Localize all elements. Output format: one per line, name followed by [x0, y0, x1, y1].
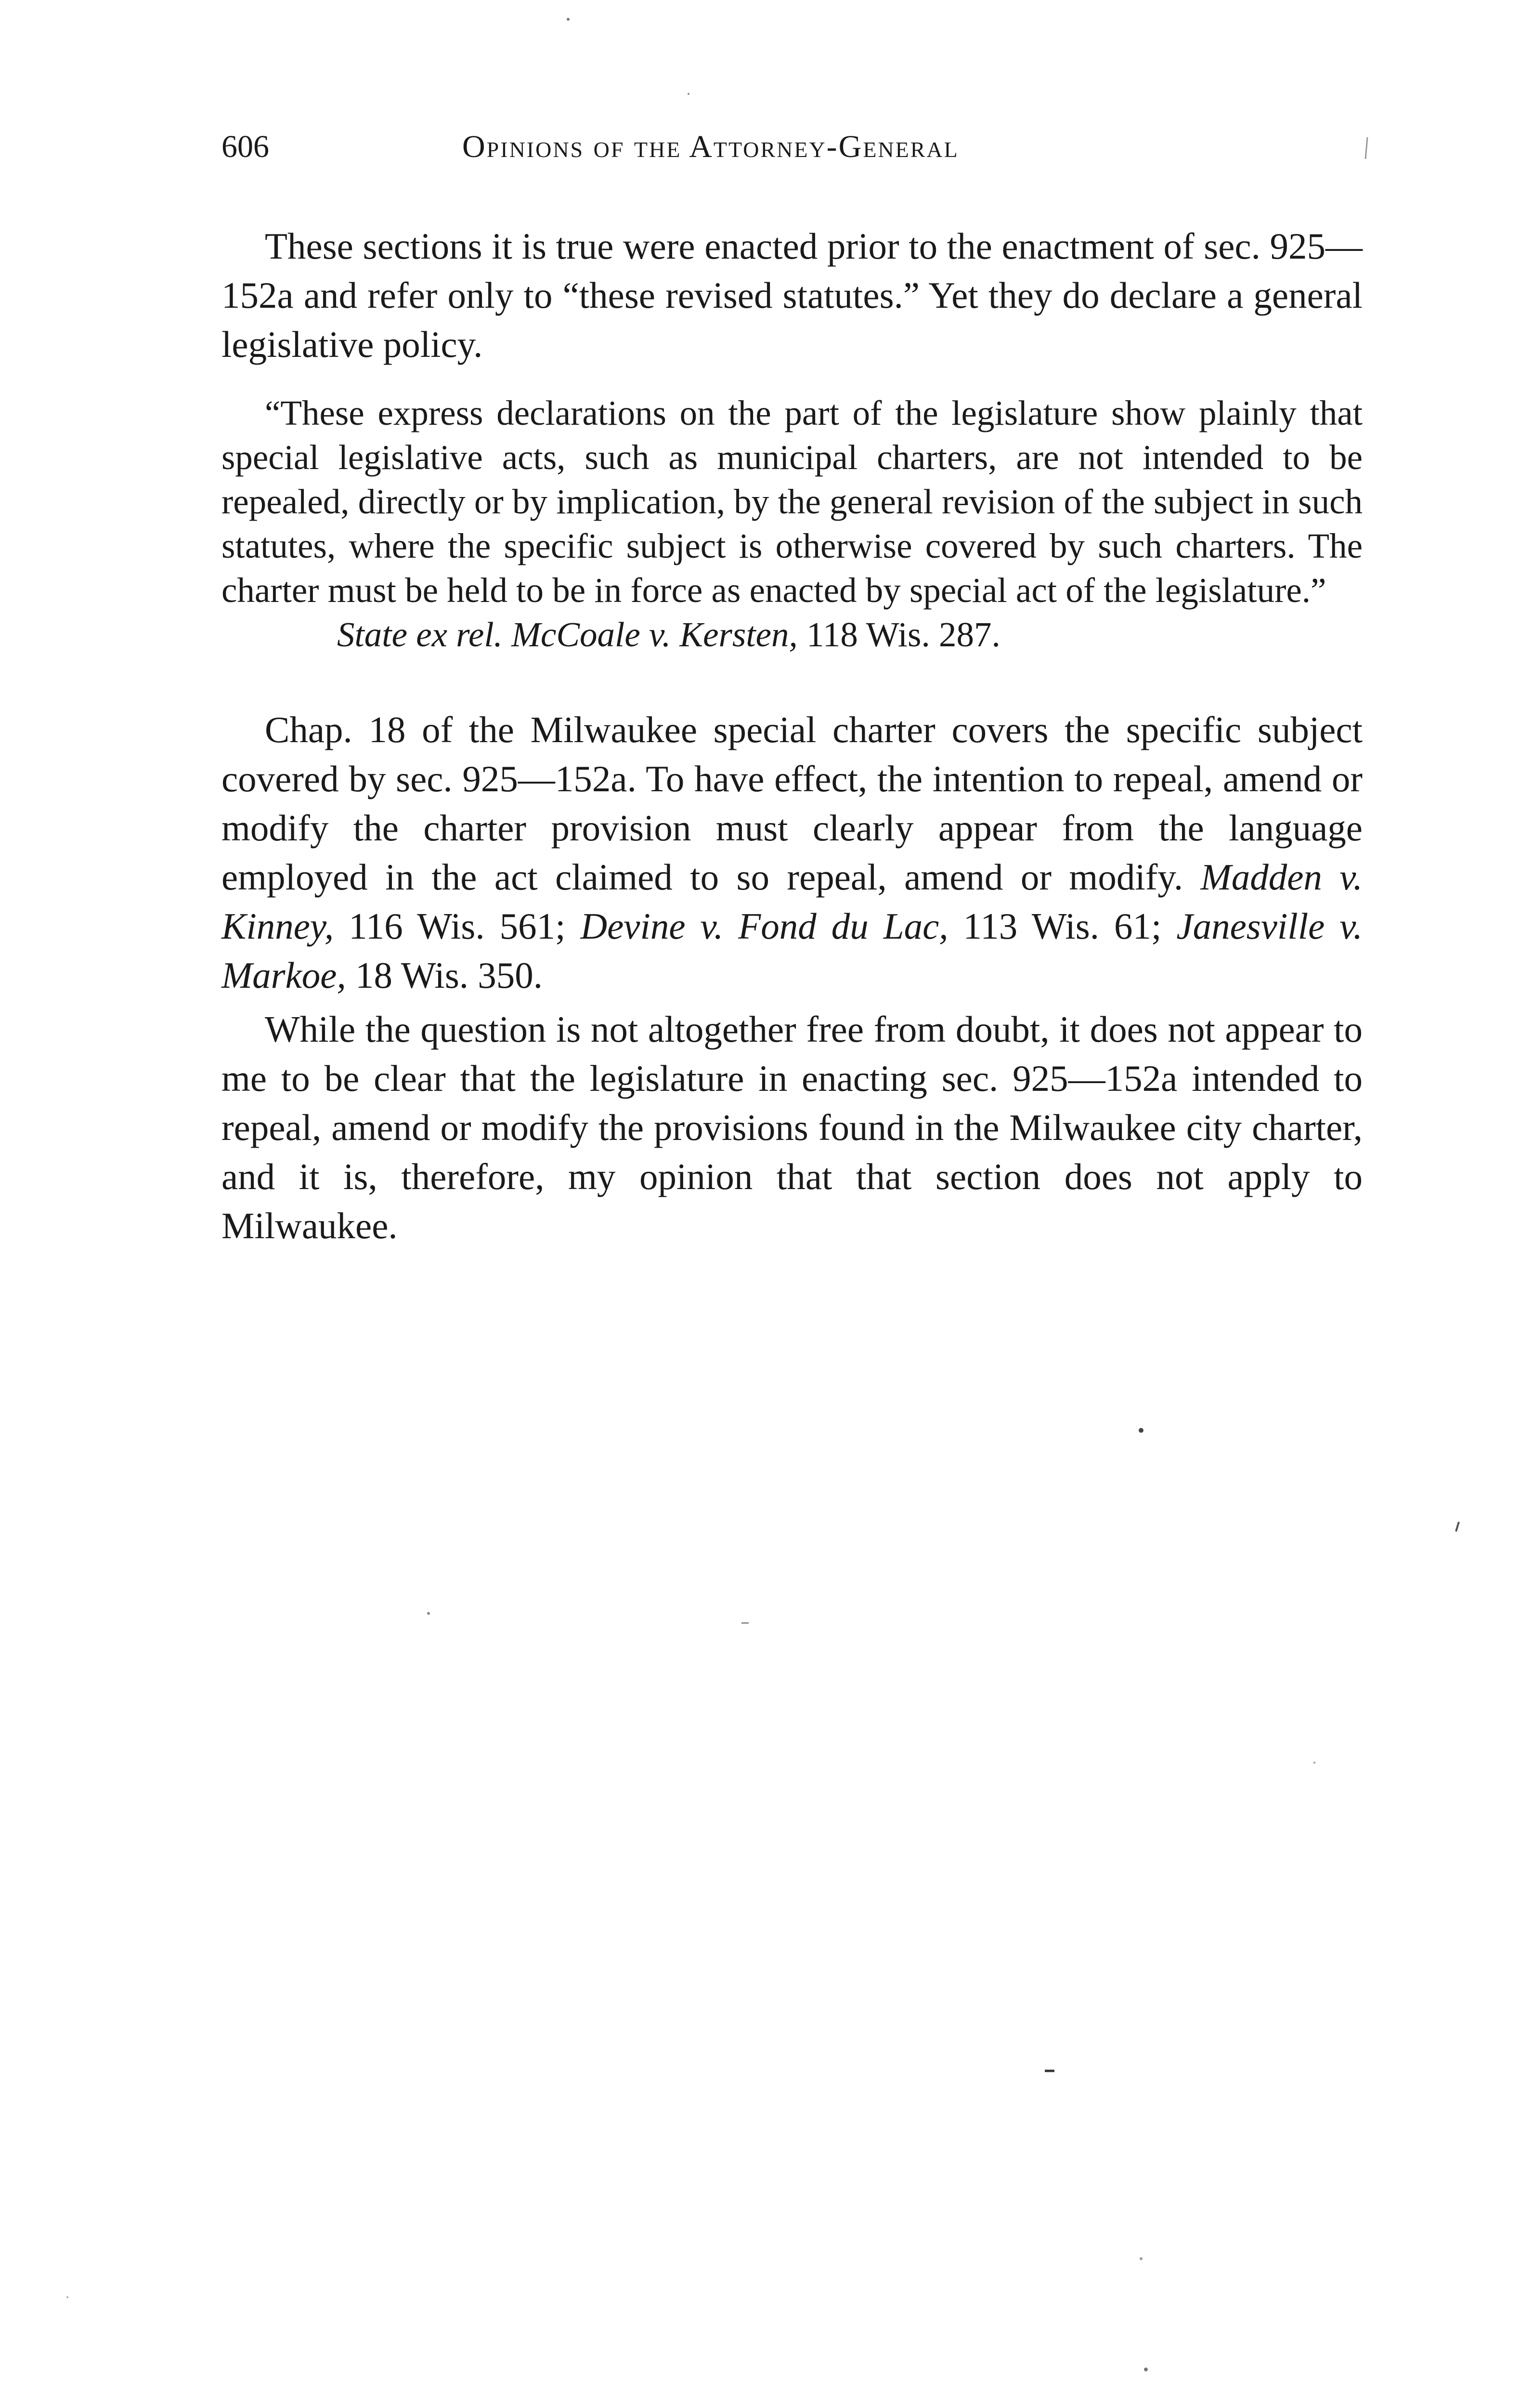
page-number: 606	[221, 129, 269, 164]
paragraph-3: While the question is not altogether free from doubt, it does not appear to me to be clear that the legislature in enacting sec. 925—152a intended to repeal, amend or modify the provisions found in the Milwaukee city charter, and it is, therefore, my opinion that that section does not apply to Milwaukee.	[221, 1008, 1363, 1246]
citation-reporter: 118 Wis. 287.	[797, 615, 1000, 654]
quoted-text: “These express declarations on the part of the legislature show plainly that special legislative acts, such as municipal charters, are not intended to be repealed, directly or by implication, by the general revision of the subject in such statutes, where the specific subject is otherwise covered by such charters. The charter must be held to be in force as enacted by special act of the legislature.”	[221, 393, 1363, 610]
citation-case-name: State ex rel. McCoale v. Kersten,	[337, 615, 798, 654]
case-devine-v-fond-du-lac: Devine v. Fond du Lac,	[580, 905, 948, 947]
cite-madden: 116 Wis. 561;	[334, 905, 581, 947]
case-madden-v-kinney: Madden v. Kinney,	[221, 856, 1363, 947]
cite-devine: 113 Wis. 61;	[948, 905, 1177, 947]
cite-janesville: 18 Wis. 350.	[346, 955, 543, 996]
paragraph-2-text: Chap. 18 of the Milwaukee special charter covers the specific subject covered by sec. 925—152a. To have effect, the intention to repeal, amend or modify the charter provision must clearly appear from the language employed in the act claimed to so repeal, amend or modify.	[221, 709, 1363, 898]
running-head-title: Opinions of the Attorney-General	[462, 129, 959, 164]
paragraph-1: These sections it is true were enacted prior to the enactment of sec. 925—152a and refer only to “these revised statutes.” Yet they do declare a general legislative policy.	[221, 225, 1363, 365]
case-janesville-v-markoe: Janesville v. Markoe,	[221, 905, 1363, 996]
